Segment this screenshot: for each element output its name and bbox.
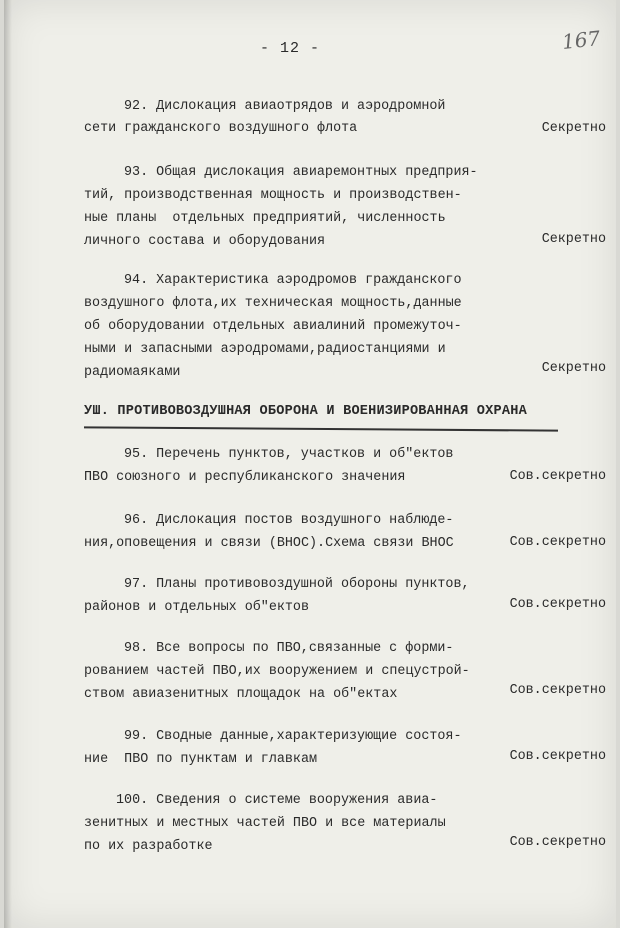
item-line: 99. Сводные данные,характеризующие состоя- bbox=[124, 729, 462, 744]
item-line: 97. Планы противовоздушной обороны пунктов, bbox=[124, 577, 470, 592]
item-line: рованием частей ПВО,их вооружением и спецустрой- bbox=[84, 664, 470, 679]
classification-label: Сов.секретно bbox=[509, 597, 606, 612]
section-heading: УШ. ПРОТИВОВОЗДУШНАЯ ОБОРОНА И ВОЕНИЗИРОВАННАЯ ОХРАНА bbox=[84, 404, 527, 419]
item-line: воздушного флота,их техническая мощность,данные bbox=[84, 296, 462, 311]
classification-label: Секретно bbox=[541, 361, 606, 376]
classification-label: Сов.секретно bbox=[509, 535, 606, 550]
section-underline bbox=[84, 426, 558, 431]
item-line: сети гражданского воздушного флота bbox=[84, 121, 358, 136]
classification-label: Сов.секретно bbox=[509, 749, 606, 764]
classification-label: Сов.секретно bbox=[509, 683, 606, 698]
item-line: тий, производственная мощность и производствен- bbox=[84, 188, 462, 203]
item-line: ством авиазенитных площадок на об"ектах bbox=[84, 687, 398, 702]
document-page bbox=[4, 0, 616, 928]
item-line: 96. Дислокация постов воздушного наблюде- bbox=[124, 513, 454, 528]
item-line: ния,оповещения и связи (ВНОС).Схема связи ВНОС bbox=[84, 536, 454, 551]
item-line: 93. Общая дислокация авиаремонтных предприя- bbox=[124, 165, 478, 180]
item-line: ние ПВО по пунктам и главкам bbox=[84, 752, 318, 767]
item-line: радиомаяками bbox=[84, 365, 181, 380]
item-line: по их разработке bbox=[84, 839, 213, 854]
item-line: ные планы отдельных предприятий, численность bbox=[84, 211, 446, 226]
item-line: 98. Все вопросы по ПВО,связанные с форми- bbox=[124, 641, 454, 656]
item-line: ПВО союзного и республиканского значения bbox=[84, 470, 406, 485]
classification-label: Сов.секретно bbox=[509, 469, 606, 484]
page-number: - 12 - bbox=[259, 40, 320, 57]
item-line: районов и отдельных об"ектов bbox=[84, 600, 309, 615]
item-line: зенитных и местных частей ПВО и все материалы bbox=[84, 816, 446, 831]
item-line: личного состава и оборудования bbox=[84, 234, 326, 249]
classification-label: Сов.секретно bbox=[509, 835, 606, 850]
classification-label: Секретно bbox=[541, 232, 606, 247]
classification-label: Секретно bbox=[541, 121, 606, 136]
item-line: 94. Характеристика аэродромов гражданского bbox=[124, 273, 462, 288]
scan-edge-shadow bbox=[4, 0, 12, 928]
item-line: ными и запасными аэродромами,радиостанциями и bbox=[84, 342, 446, 357]
item-line: 92. Дислокация авиаотрядов и аэродромной bbox=[124, 99, 446, 114]
item-line: об оборудовании отдельных авиалиний промежуточ- bbox=[84, 319, 462, 334]
item-line: 95. Перечень пунктов, участков и об"ектов bbox=[124, 447, 454, 462]
handwritten-sheet-number: 167 bbox=[560, 26, 602, 54]
item-line: 100. Сведения о системе вооружения авиа- bbox=[116, 793, 438, 808]
